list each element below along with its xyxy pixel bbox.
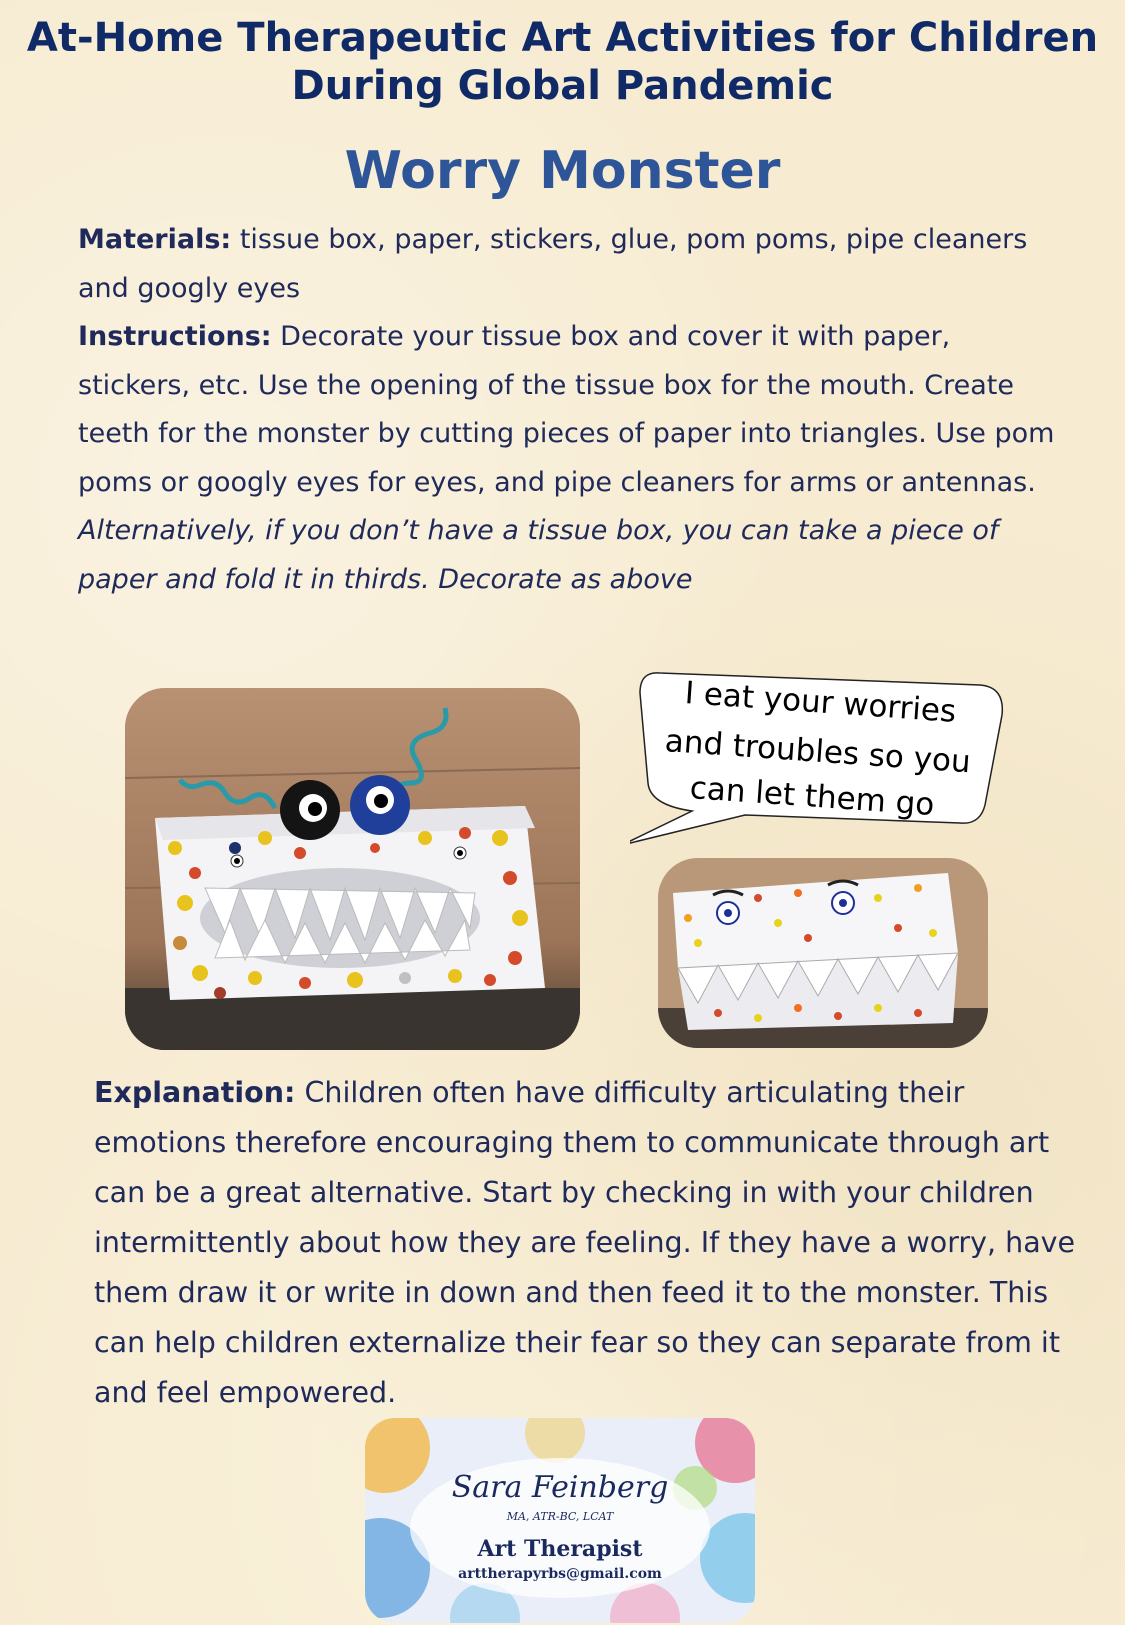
materials-label: Materials: <box>78 224 232 255</box>
folded-paper-monster-photo <box>658 858 988 1048</box>
materials-paragraph <box>78 216 1063 313</box>
activity-title: Worry Monster <box>344 141 781 201</box>
card-name: Sara Feinberg <box>451 1470 669 1505</box>
explanation-text: Children often have difficulty articulating their emotions therefore encouraging them to communicate through art can be a great alternative. Start by checking in with your children intermittently about how they are feeling. If they have a worry, have them draw it or write in down and then feed it to the monster. This can help children externalize their fear so they can separate from it and feel empowered. <box>94 1076 1076 1409</box>
speech-bubble-line-1: I eat your worries <box>683 675 958 730</box>
title-line-2: During Global Pandemic <box>291 63 834 109</box>
instructions-text: Decorate your tissue box and cover it with paper, stickers, etc. Use the opening of the tissue box for the mouth. Create teeth for the monster by cutting pieces of paper into triangles. Use pom poms or googly eyes for eyes, and pipe cleaners for arms or antennas. <box>78 321 1055 498</box>
tissue-box-monster-photo <box>125 688 580 1050</box>
instructions-label: Instructions: <box>78 321 272 352</box>
materials-text: tissue box, paper, stickers, glue, pom poms, pipe cleaners and googly eyes <box>78 224 1028 304</box>
art-therapist-card <box>365 1418 755 1623</box>
explanation-paragraph <box>94 1068 1084 1418</box>
title-line-1: At-Home Therapeutic Art Activities for Children <box>26 15 1099 61</box>
speech-bubble-line-3: can let them go <box>688 770 936 824</box>
instructions-paragraph <box>78 313 1063 507</box>
speech-bubble <box>630 665 1015 845</box>
alternative-paragraph: Alternatively, if you don’t have a tissue box, you can take a piece of paper and fold it in thirds. Decorate as above <box>78 515 999 595</box>
explanation-label: Explanation: <box>94 1076 296 1109</box>
activity-description <box>78 216 1063 604</box>
speech-bubble-line-2: and troubles so you <box>663 723 972 781</box>
card-credentials: MA, ATR-BC, LCAT <box>506 1510 614 1523</box>
folded-paper-monster-illustration <box>658 858 988 1048</box>
card-email[interactable]: arttherapyrbs@gmail.com <box>458 1566 662 1582</box>
card-role: Art Therapist <box>477 1536 643 1562</box>
page-title <box>0 14 1125 110</box>
tissue-box-monster-illustration <box>125 688 580 1050</box>
